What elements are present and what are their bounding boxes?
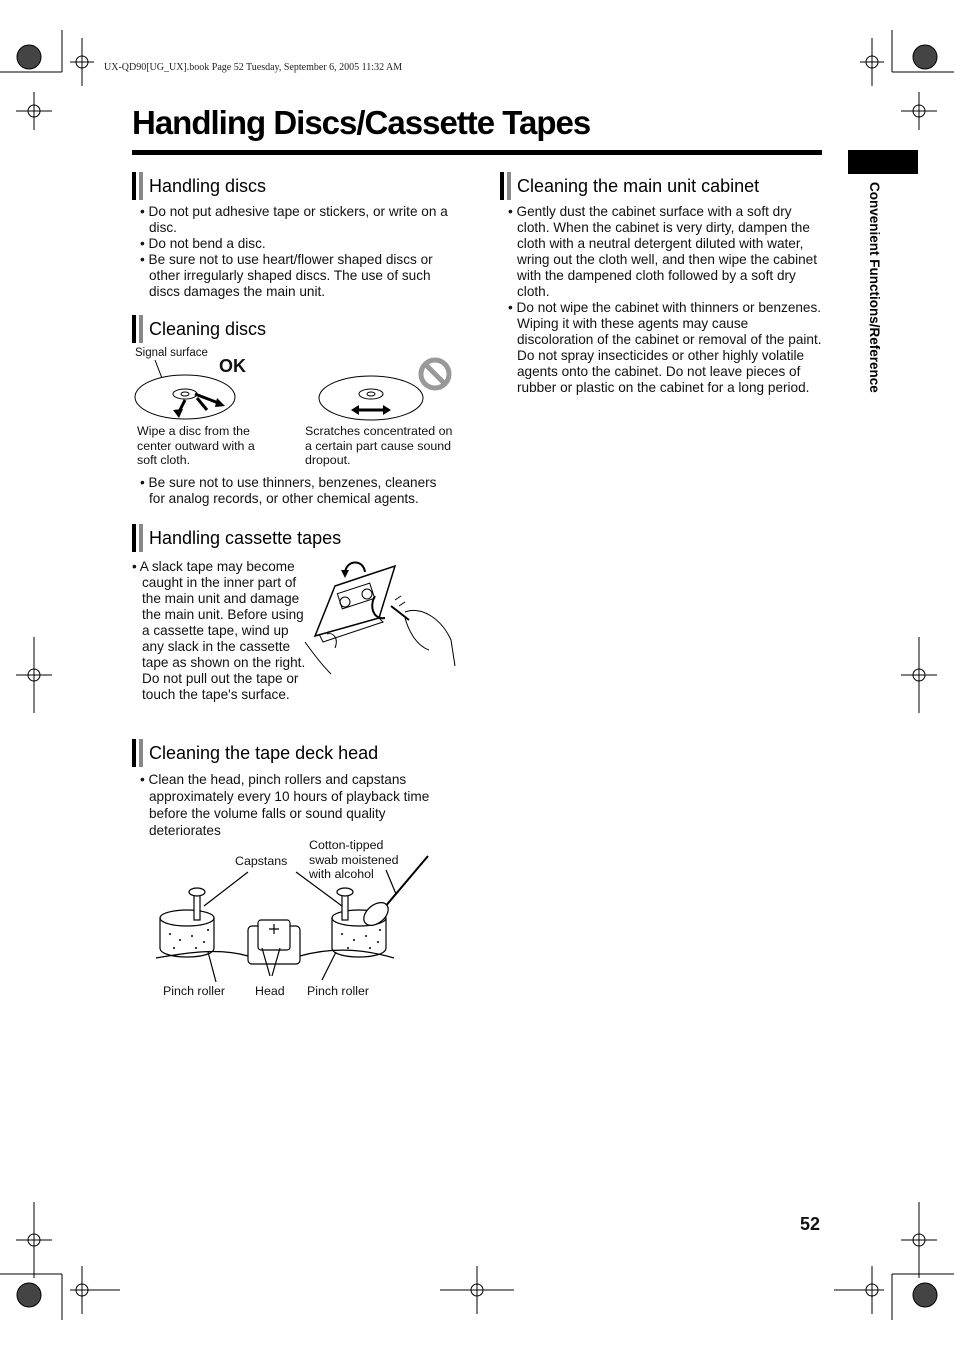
disc-ok-illustration: [133, 360, 253, 430]
handling-discs-list: [136, 204, 456, 300]
label-capstans: Capstans: [235, 854, 288, 868]
label-pinch-roller-left: Pinch roller: [163, 984, 225, 998]
title-rule: [132, 150, 822, 155]
side-tab-label: Convenient Functions/Reference: [867, 182, 882, 393]
signal-surface-label: Signal surface: [135, 347, 208, 359]
list-item: • Gently dust the cabinet surface with a soft dry cloth. When the cabinet is very dirty, dampen the cloth with a neutral detergent diluted with water, wring out the cloth well, and then wipe the cabinet with the dampened cloth followed by a soft dry cloth.: [508, 204, 818, 299]
list-item: • Do not put adhesive tape or stickers, or write on a disc.: [140, 204, 448, 235]
list-item: • Be sure not to use thinners, benzenes, cleaners for analog records, or other chemical agents.: [140, 475, 437, 506]
tape-deck-illustration: [150, 848, 440, 988]
tape-deck-list: [136, 771, 452, 839]
label-head: Head: [255, 984, 285, 998]
book-header-line: UX-QD90[UG_UX].book Page 52 Tuesday, September 6, 2005 11:32 AM: [104, 62, 403, 73]
cassette-tape-illustration: [305, 556, 455, 676]
heading-cabinet: Cleaning the main unit cabinet: [500, 172, 759, 200]
cleaning-discs-list: [136, 475, 456, 507]
ok-label: OK: [219, 356, 246, 376]
heading-handling-discs: Handling discs: [132, 172, 266, 200]
page-title: Handling Discs/Cassette Tapes: [132, 104, 591, 141]
heading-tape-deck: Cleaning the tape deck head: [132, 739, 378, 767]
list-item: • Be sure not to use heart/flower shaped discs or other irregularly shaped discs. The use of such discs damages the main unit.: [140, 252, 433, 299]
list-item: • Do not bend a disc.: [140, 236, 266, 251]
label-cotton-swab: Cotton-tipped swab moistened with alcohol: [309, 838, 399, 881]
heading-cleaning-discs: Cleaning discs: [132, 315, 266, 343]
list-item: • A slack tape may become caught in the inner part of the main unit and damage the main unit. Before using a cassette tape, wind up any slack in the cassette tape as shown on the right. Do not pull out the tape or touch the tape's surface.: [132, 559, 306, 702]
list-item: • Clean the head, pinch rollers and capstans approximately every 10 hours of playback time before the volume falls or sound quality deteriorates: [140, 772, 430, 838]
page-number: 52: [800, 1214, 821, 1234]
list-item: • Do not wipe the cabinet with thinners or benzenes. Wiping it with these agents may cause discoloration of the cabinet or removal of the paint. Do not spray insecticides or other highly volatile agents onto the cabinet. Do not leave pieces of rubber or plastic on the cabinet for a long period.: [508, 300, 822, 395]
side-tab-marker: [848, 150, 918, 174]
caption-scratches: Scratches concentrated on a certain part cause sound dropout.: [305, 424, 453, 467]
caption-wipe-disc: Wipe a disc from the center outward with a soft cloth.: [137, 424, 255, 467]
heading-handling-tapes: Handling cassette tapes: [132, 524, 341, 552]
label-pinch-roller-right: Pinch roller: [307, 984, 369, 998]
disc-ng-illustration: [315, 358, 465, 428]
cabinet-list: [504, 204, 822, 396]
